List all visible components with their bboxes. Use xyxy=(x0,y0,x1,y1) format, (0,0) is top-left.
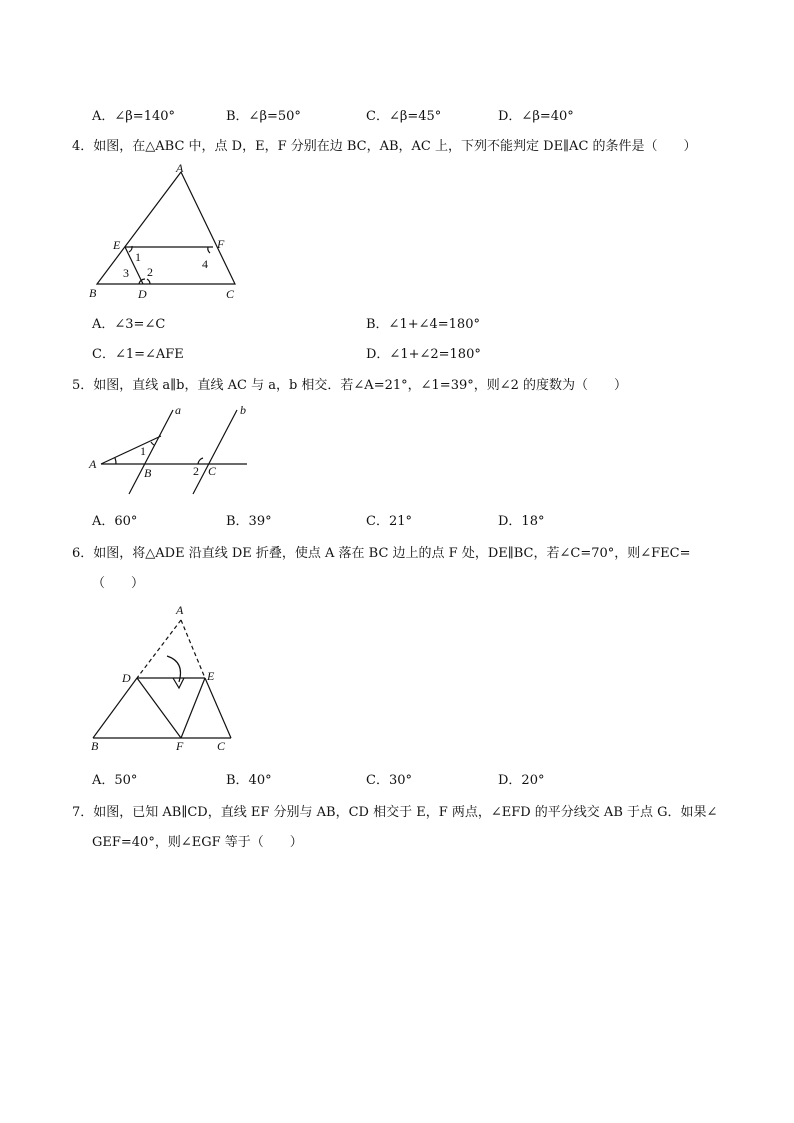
q4-triangle-abc xyxy=(97,172,235,284)
q3-option-b: B．∠β=50° xyxy=(226,109,301,124)
q3-option-a: A．∠β=140° xyxy=(92,109,176,124)
q6-segment-ef xyxy=(181,678,205,738)
q6-stem-line2: （ ） xyxy=(92,576,145,591)
q6-stem-line1: 6．如图，将△ADE 沿直线 DE 折叠，使点 A 落在 BC 边上的点 F 处，DE∥BC，若∠C=70°，则∠FEC= xyxy=(72,546,691,561)
q4-angle-3: 3 xyxy=(123,266,129,280)
q5-line-b xyxy=(193,410,237,494)
q4-option-c: C．∠1=∠AFE xyxy=(92,347,184,362)
q5-line-a xyxy=(129,410,173,494)
q4-label-a: A xyxy=(176,161,184,175)
q6-option-a: A．50° xyxy=(92,773,138,788)
q3-option-c: C．∠β=45° xyxy=(366,109,442,124)
q4-label-b: B xyxy=(89,286,97,300)
q6-option-d: D．20° xyxy=(498,773,545,788)
q6-label-e: E xyxy=(207,669,215,683)
q5-figure xyxy=(85,400,255,500)
q6-label-f: F xyxy=(176,739,184,753)
q5-option-c: C．21° xyxy=(366,514,412,529)
q5-angle-1: 1 xyxy=(140,444,146,458)
q5-stem: 5．如图，直线 a∥b，直线 AC 与 a，b 相交．若∠A=21°，∠1=39°，则∠2 的度数为（ ） xyxy=(72,378,628,393)
q5-angle-arc-1 xyxy=(151,442,154,445)
q4-option-a: A．∠3=∠C xyxy=(92,317,166,332)
q7-stem-line1: 7．如图，已知 AB∥CD，直线 EF 分别与 AB，CD 相交于 E，F 两点，∠EFD 的平分线交 AB 于点 G．如果∠ xyxy=(72,805,718,820)
q6-figure xyxy=(85,598,245,758)
q6-segment-df xyxy=(137,678,181,738)
q4-angle-4: 4 xyxy=(202,257,208,271)
q6-segment-bd xyxy=(93,678,137,738)
q4-figure xyxy=(85,160,255,305)
q4-angle-1: 1 xyxy=(135,250,141,264)
q5-label-a-line: a xyxy=(175,403,181,417)
q6-fold-arrow-head xyxy=(173,678,184,688)
q3-option-d: D．∠β=40° xyxy=(498,109,574,124)
q6-dashed-ad xyxy=(137,620,181,678)
q5-label-b-point: B xyxy=(144,466,152,480)
q5-label-a-point: A xyxy=(89,457,97,471)
q6-label-a: A xyxy=(176,603,184,617)
q6-option-c: C．30° xyxy=(366,773,412,788)
q5-option-a: A．60° xyxy=(92,514,138,529)
q5-option-d: D．18° xyxy=(498,514,545,529)
q4-option-b: B．∠1+∠4=180° xyxy=(366,317,480,332)
q4-label-c: C xyxy=(226,287,235,301)
q5-angle-arc-a xyxy=(115,458,116,464)
q5-label-c-point: C xyxy=(208,464,217,478)
q4-angle-arc-2 xyxy=(147,279,150,284)
q4-option-d: D．∠1+∠2=180° xyxy=(366,347,481,362)
q7-stem-line2: GEF=40°，则∠EGF 等于（ ） xyxy=(92,835,303,850)
q5-option-b: B．39° xyxy=(226,514,272,529)
q5-label-b-line: b xyxy=(240,403,246,417)
q4-label-e: E xyxy=(113,238,121,252)
q6-label-c: C xyxy=(217,739,226,753)
q6-label-b: B xyxy=(91,739,99,753)
q4-angle-arc-4 xyxy=(208,247,210,253)
q6-option-b: B．40° xyxy=(226,773,272,788)
q4-angle-2: 2 xyxy=(147,265,153,279)
q6-label-d: D xyxy=(122,671,131,685)
q6-dashed-ae xyxy=(181,620,205,678)
q5-angle-2: 2 xyxy=(193,464,199,478)
q4-label-d: D xyxy=(138,287,147,301)
q6-segment-ec xyxy=(205,678,231,738)
q4-label-f: F xyxy=(217,237,225,251)
q4-stem: 4．如图，在△ABC 中，点 D，E，F 分别在边 BC，AB，AC 上，下列不能判定 DE∥AC 的条件是（ ） xyxy=(72,139,697,154)
